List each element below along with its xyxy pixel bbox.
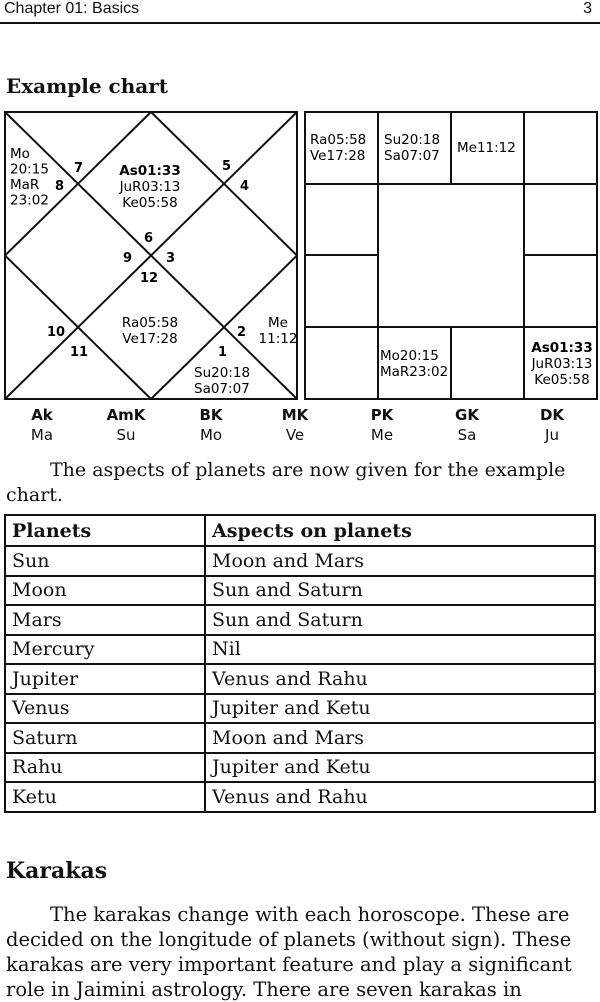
aspects-intro-line-1: The aspects of planets are now given for the example [50, 459, 566, 481]
karaka-key: BK [199, 406, 223, 424]
house-number: 2 [237, 325, 247, 340]
planet-cell: Saturn [5, 723, 205, 753]
karaka-planet: Mo [199, 426, 223, 444]
planet-position-text: Ve17:28 [122, 331, 178, 347]
karaka-key: GK [455, 406, 479, 424]
karaka-cell [12, 406, 72, 444]
karaka-key: DK [539, 406, 565, 424]
planet-position-text: JuR03:13 [531, 356, 593, 372]
north-indian-chart [4, 111, 298, 400]
aspect-cell: Sun and Saturn [205, 576, 595, 606]
karaka-key: MK [281, 406, 309, 424]
planet-position-text: Me11:12 [457, 140, 516, 156]
example-chart-title: Example chart [6, 74, 169, 98]
aspect-cell: Jupiter and Ketu [205, 694, 595, 724]
karaka-cell [96, 406, 156, 444]
planet-position-text: Sa07:07 [194, 381, 250, 397]
planet-position-text: Ke05:58 [122, 195, 178, 211]
karaka-cell [522, 406, 582, 444]
table-row [5, 546, 595, 576]
house-number: 6 [144, 231, 154, 246]
planet-position-text: Su20:18 [194, 365, 251, 381]
planet-position-text: Me [268, 315, 288, 331]
karaka-key: Ak [31, 406, 53, 424]
karaka-key: PK [370, 406, 394, 424]
aspect-cell: Venus and Rahu [205, 782, 595, 812]
planet-position-text: Ke05:58 [534, 372, 590, 388]
aspect-cell: Sun and Saturn [205, 605, 595, 635]
table-header-aspects: Aspects on planets [205, 515, 595, 546]
table-row [5, 723, 595, 753]
south-indian-chart [304, 111, 598, 400]
aspect-cell: Moon and Mars [205, 723, 595, 753]
house-number: 12 [140, 271, 159, 286]
planet-position-text: Mo20:15 [380, 348, 439, 364]
karaka-planet: Ve [285, 426, 305, 444]
table-row [5, 635, 595, 665]
karaka-cell [265, 406, 325, 444]
planet-cell: Sun [5, 546, 205, 576]
karakas-paragraph-line-3: karakas are very important feature and play a significant [6, 953, 572, 976]
karaka-planet: Sa [457, 426, 477, 444]
karaka-cell [352, 406, 412, 444]
karaka-cell [181, 406, 241, 444]
planet-cell: Venus [5, 694, 205, 724]
karaka-planet: Ju [545, 426, 559, 444]
karaka-row [0, 406, 600, 452]
planet-position-text: Ve17:28 [310, 148, 366, 164]
karakas-paragraph-line-1: The karakas change with each horoscope. These are [50, 903, 570, 926]
planet-cell: Mercury [5, 635, 205, 665]
aspect-cell: Venus and Rahu [205, 664, 595, 694]
table-row [5, 782, 595, 812]
planet-cell: Moon [5, 576, 205, 606]
house-number: 11 [70, 345, 89, 360]
aspect-cell: Nil [205, 635, 595, 665]
house-number: 9 [123, 251, 133, 266]
planet-cell: Ketu [5, 782, 205, 812]
table-row [5, 605, 595, 635]
planet-cell: Jupiter [5, 664, 205, 694]
karaka-planet: Me [370, 426, 394, 444]
page-header [0, 0, 600, 24]
planet-cell: Mars [5, 605, 205, 635]
planet-position-text: Su20:18 [384, 132, 441, 148]
planet-position-text: As01:33 [119, 163, 181, 179]
house-number: 4 [240, 179, 250, 194]
table-row [5, 576, 595, 606]
house-number: 7 [74, 161, 84, 176]
house-number: 10 [47, 325, 66, 340]
karaka-key: AmK [106, 406, 146, 424]
planet-position-text: As01:33 [531, 340, 593, 356]
karaka-planet: Ma [30, 426, 54, 444]
planet-position-text: MaR23:02 [380, 364, 449, 380]
planet-position-text: 11:12 [258, 331, 298, 347]
aspects-intro-line-2: chart. [6, 484, 63, 506]
karakas-paragraph-line-4: role in Jaimini astrology. There are seven karakas in [6, 978, 522, 1001]
house-number: 3 [166, 251, 176, 266]
planet-position-text: MaR [10, 177, 40, 193]
karakas-title: Karakas [6, 858, 108, 884]
planet-cell: Rahu [5, 753, 205, 783]
karakas-paragraph-line-2: decided on the longitude of planets (without sign). These [6, 928, 572, 951]
chapter-title: Chapter 01: Basics [4, 0, 140, 17]
planet-position-text: 20:15 [10, 161, 49, 178]
house-number: 8 [55, 179, 65, 194]
page-number: 3 [583, 0, 592, 17]
planet-position-text: 23:02 [10, 192, 49, 209]
table-row [5, 664, 595, 694]
house-number: 1 [218, 345, 228, 360]
table-row [5, 753, 595, 783]
planet-position-text: Mo [10, 146, 30, 162]
planet-position-text: Sa07:07 [384, 148, 440, 164]
aspect-cell: Moon and Mars [205, 546, 595, 576]
aspects-table [4, 514, 596, 813]
table-header-row [5, 515, 595, 546]
table-row [5, 694, 595, 724]
house-number: 5 [222, 159, 232, 174]
karaka-planet: Su [116, 426, 136, 444]
planet-position-text: JuR03:13 [119, 179, 181, 195]
table-header-planets: Planets [5, 515, 205, 546]
planet-position-text: Ra05:58 [310, 132, 367, 148]
planet-position-text: Ra05:58 [121, 315, 179, 331]
karaka-cell [437, 406, 497, 444]
aspect-cell: Jupiter and Ketu [205, 753, 595, 783]
